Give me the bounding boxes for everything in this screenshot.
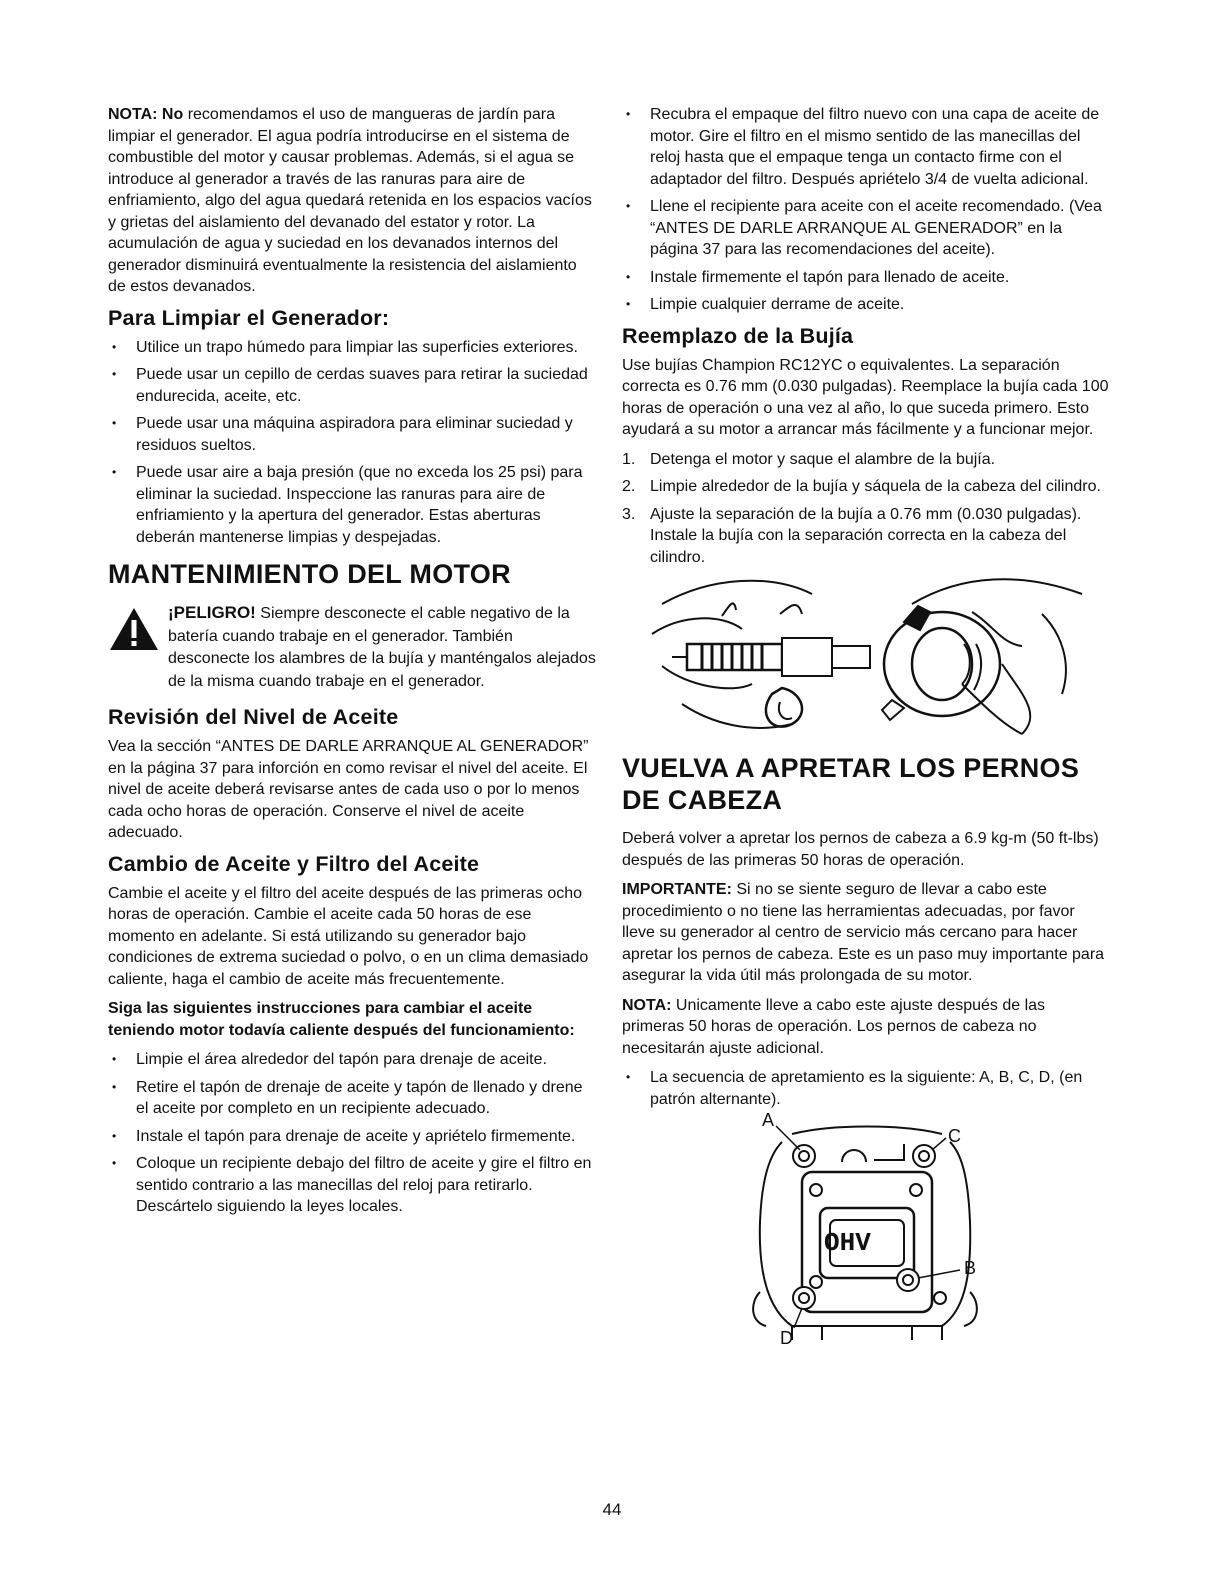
peligro-warning xyxy=(108,602,596,693)
right-column xyxy=(622,104,1110,1354)
nota-text: recomendamos el uso de mangueras de jardín para limpiar el generador. El agua podría introducirse en el sistema de combustible del motor y causar problemas. Además, si el agua se introduce al generador a través de las ranuras para aire de enfriamiento, algo del agua quedará retenida en los espacios vacíos y grietas del aislamiento del devanado del estator y rotor. La acumulación de agua y suciedad en los devanados internos del generador disminuirá eventualmente la resistencia del aislamiento de estos devanados. xyxy=(108,106,592,295)
nota2-text: Unicamente lleve a cabo este ajuste después de las primeras 50 horas de operación. Los pernos de cabeza no necesitarán ajuste adicional. xyxy=(622,996,1046,1057)
list-item: • Recubra el empaque del filtro nuevo con una capa de aceite de motor. Gire el filtro en el mismo sentido de las manecillas del reloj hasta que el empaque tenga un contacto firme con el adaptador del filtro. Después apriételo 3/4 de vuelta adicional. xyxy=(622,104,1110,190)
list-item: • Puede usar aire a baja presión (que no exceda los 25 psi) para eliminar la suciedad. Inspeccione las ranuras para aire de enfriamiento y la apertura del generador. Estas aberturas deberán mantenerse limpias y despejadas. xyxy=(108,462,596,548)
nota2-label: NOTA: xyxy=(622,996,672,1014)
warning-triangle-icon xyxy=(108,606,160,652)
step-text: Limpie alrededor de la bujía y sáquela de la cabeza del cilindro. xyxy=(650,478,1101,495)
bolt-label-b: B xyxy=(964,1258,977,1278)
peligro-body: Siempre desconecte el cable negativo de la batería cuando trabaje en el generador. También desconecte los alambres de la bujía y manténgalos alejados de la misma cuando trabaje en el generador. xyxy=(168,605,596,690)
bolt-label-d: D xyxy=(780,1328,793,1348)
list-item: • Llene el recipiente para aceite con el aceite recomendado. (Vea “ANTES DE DARLE ARRANQUE AL GENERADOR” en la página 37 para las recomendaciones del aceite). xyxy=(622,196,1110,261)
limpiar-heading: Para Limpiar el Generador: xyxy=(108,305,390,330)
spark-plug-illustration xyxy=(642,574,1102,742)
cambio-list xyxy=(108,1049,596,1218)
nota-label: NOTA: xyxy=(108,106,158,123)
list-item: • Instale el tapón para drenaje de aceite y apriételo firmemente. xyxy=(108,1126,596,1148)
nota-paragraph xyxy=(108,104,596,298)
ohv-label: OHV xyxy=(824,1228,871,1258)
pernos-heading: VUELVA A APRETAR LOS PERNOS DE CABEZA xyxy=(622,753,1080,815)
step-number: 2. xyxy=(622,478,636,495)
nota-no: No xyxy=(161,106,184,123)
limpiar-list xyxy=(108,337,596,549)
secuencia-list xyxy=(622,1067,1110,1110)
cambio-text: Cambie el aceite y el filtro del aceite después de las primeras ocho horas de operación. Cambie el aceite cada 50 horas de ese momento en adelante. Si está utilizando su generador bajo condiciones de extrema suciedad o polvo, o en un clima demasiado caliente, haga el cambio de aceite más frecuentemente. xyxy=(108,884,589,988)
list-item xyxy=(622,504,1110,569)
list-item xyxy=(622,476,1110,498)
importante-text: Si no se siente seguro de llevar a cabo este procedimiento o no tiene las herramientas adecuadas, por favor lleve su generador al centro de servicio más cercano para hacer apretar los pernos de cabeza. Este es un paso muy importante para asegurar la vida útil más prolongada de su motor. xyxy=(622,881,1105,984)
list-item: • Puede usar un cepillo de cerdas suaves para retirar la suciedad endurecida, aceite, etc. xyxy=(108,364,596,407)
list-item: • Instale firmemente el tapón para llenado de aceite. xyxy=(622,267,1110,289)
step-number: 3. xyxy=(622,505,636,523)
filtro-list xyxy=(622,104,1110,316)
list-item: • La secuencia de apretamiento es la siguiente: A, B, C, D, (en patrón alternante). xyxy=(622,1067,1110,1110)
bolt-label-a: A xyxy=(762,1112,775,1130)
list-item xyxy=(622,449,1110,471)
bujia-steps xyxy=(622,449,1110,569)
cambio-bold-instructions: Siga las siguientes instrucciones para cambiar el aceite teniendo motor todavía caliente después del funcionamiento: xyxy=(108,1000,575,1039)
left-column xyxy=(108,104,596,1224)
list-item: • Limpie cualquier derrame de aceite. xyxy=(622,294,1110,316)
list-item: • Utilice un trapo húmedo para limpiar las superficies exteriores. xyxy=(108,337,596,359)
step-text: Ajuste la separación de la bujía a 0.76 mm (0.030 pulgadas). Instale la bujía con la separación correcta en la cabeza del cilindro. xyxy=(650,505,1082,566)
revision-text: Vea la sección “ANTES DE DARLE ARRANQUE AL GENERADOR” en la página 37 para inforción en como revisar el nivel del aceite. El nivel de aceite deberá revisarse antes de cada uso o por lo menos cada ocho horas de operación. Conserve el nivel de aceite adecuado. xyxy=(108,738,589,841)
bujia-text: Use bujías Champion RC12YC o equivalentes. La separación correcta es 0.76 mm (0.030 pulgadas). Reemplace la bujía cada 100 horas de operación o una vez al año, lo que suceda primero. Esto ayudará a su motor a arrancar más fácilmente y a funcionar mejor. xyxy=(622,356,1109,438)
bolt-label-c: C xyxy=(948,1126,961,1146)
step-number: 1. xyxy=(622,450,636,468)
importante-paragraph xyxy=(622,879,1110,987)
list-item: • Puede usar una máquina aspiradora para eliminar suciedad y residuos sueltos. xyxy=(108,413,596,456)
page-number: 44 xyxy=(602,1500,622,1519)
bujia-heading: Reemplazo de la Bujía xyxy=(622,323,854,348)
cylinder-head-diagram xyxy=(732,1112,1002,1348)
step-text: Detenga el motor y saque el alambre de la bujía. xyxy=(650,450,996,468)
peligro-label: ¡PELIGRO! xyxy=(168,603,256,622)
nota2-paragraph xyxy=(622,995,1110,1060)
list-item: • Coloque un recipiente debajo del filtro de aceite y gire el filtro en sentido contrario a las manecillas del reloj para retirarlo. Descártelo siguiendo la leyes locales. xyxy=(108,1153,596,1218)
importante-label: IMPORTANTE: xyxy=(622,881,732,898)
pernos-text: Deberá volver a apretar los pernos de cabeza a 6.9 kg-m (50 ft-lbs) después de las primeras 50 horas de operación. xyxy=(622,830,1099,869)
cambio-heading: Cambio de Aceite y Filtro del Aceite xyxy=(108,851,480,876)
peligro-text xyxy=(168,602,596,693)
list-item: • Retire el tapón de drenaje de aceite y tapón de llenado y drene el aceite por completo en un recipiente adecuado. xyxy=(108,1077,596,1120)
list-item: • Limpie el área alrededor del tapón para drenaje de aceite. xyxy=(108,1049,596,1071)
revision-heading: Revisión del Nivel de Aceite xyxy=(108,705,399,729)
mantenimiento-heading: MANTENIMIENTO DEL MOTOR xyxy=(108,559,511,589)
